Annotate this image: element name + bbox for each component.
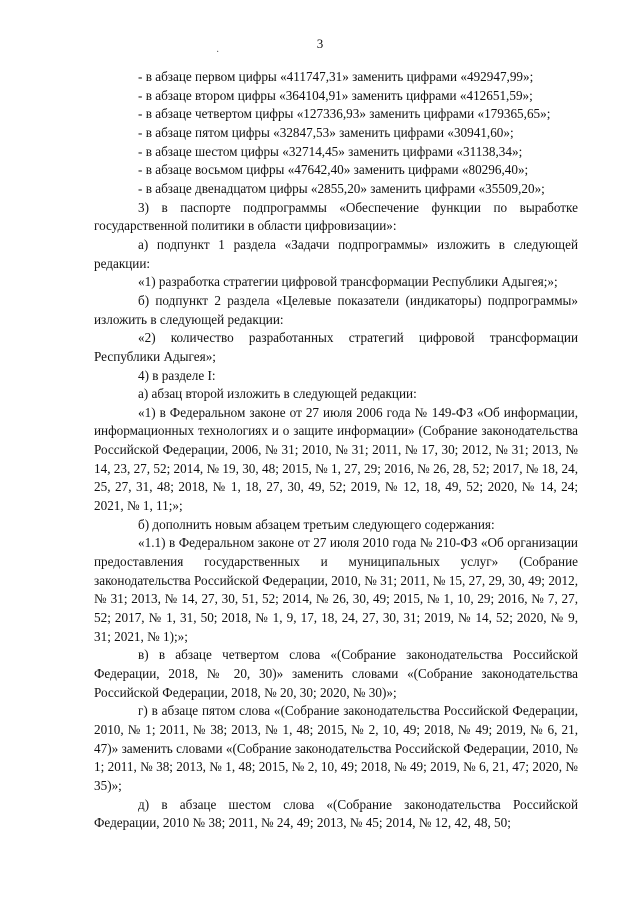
scan-speck: · (216, 47, 220, 58)
paragraph: «1) в Федеральном законе от 27 июля 2006 года № 149-ФЗ «Об информации, информационных технологиях и о защите информации» (Собрание законодательства Российской Федерации, 2006, № 31; 2010, № 31; 2011, № 17, 30; 2012, № 31; 2013, № 14, 23, 27, 52; 2014, № 19, 30, 48; 2015, № 1, 27, 29; 2016, № 26, 28, 52; 2017, № 18, 24, 25, 27, 31, 48; 2018, № 1, 18, 27, 30, 49, 52; 2019, № 12, 18, 49, 52; 2020, № 14, 24; 2021, № 1, 11;»; (94, 404, 578, 514)
paragraph: «1) разработка стратегии цифровой трансформации Республики Адыгея;»; (138, 274, 558, 290)
paragraph: д) в абзаце шестом слова «(Собрание законодательства Российской Федерации, 2010 № 38; 2011, № 24, 49; 2013, № 45; 2014, № 12, 42, 48, 50; (94, 796, 578, 831)
paragraph: - в абзаце четвертом цифры «127336,93» заменить цифрами «179365,65»; (138, 106, 551, 122)
paragraph: 3) в паспорте подпрограммы «Обеспечение функции по выработке государственной политики в области цифровизации»: (94, 199, 578, 234)
paragraph: б) подпункт 2 раздела «Целевые показатели (индикаторы) подпрограммы» изложить в следующей редакции: (94, 292, 578, 327)
paragraph: - в абзаце первом цифры «411747,31» заменить цифрами «492947,99»; (138, 69, 534, 84)
paragraph: а) подпункт 1 раздела «Задачи подпрограммы» изложить в следующей редакции: (94, 236, 578, 271)
paragraph: - в абзаце пятом цифры «32847,53» заменить цифрами «30941,60»; (138, 124, 514, 140)
paragraph: б) дополнить новым абзацем третьим следующего содержания: (138, 516, 495, 532)
paragraph: - в абзаце втором цифры «364104,91» заменить цифрами «412651,59»; (138, 87, 533, 103)
paragraph: «2) количество разработанных стратегий цифровой трансформации Республики Адыгея»; (94, 330, 578, 364)
paragraph: г) в абзаце пятом слова «(Собрание законодательства Российской Федерации, 2010, № 1; 2011, № 38; 2013, № 1, 48; 2015, № 2, 10, 49; 2018, № 49; 2019, № 6, 21, 47)» заменить словами «(Собрание законодательства Российской Федерации, 2010, № 1; 2011, № 38; 2013, № 1, 48; 2015, № 2, 10, 49; 2018, № 49; 2019, № 6, 21, 47; 2020, № 35)»; (94, 703, 578, 793)
paragraph: - в абзаце двенадцатом цифры «2855,20» заменить цифрами «35509,20»; (138, 180, 545, 196)
paragraph: «1.1) в Федеральном законе от 27 июля 2010 года № 210-ФЗ «Об организации предоставления государственных и муниципальных услуг» (Собрание законодательства Российской Федерации, 2010, № 31; 2011, № 15, 27, 29, 30, 49; 2012, № 31; 2013, № 14, 27, 30, 51, 52; 2014, № 26, 30, 49; 2015, № 1, 10, 29; 2016, № 7, 27, 52; 2017, № 1, 31, 50; 2018, № 1, 9, 17, 18, 24, 27, 30, 31; 2019, № 14, 52; 2020, № 9, 31; 2021, № 1);»; (94, 535, 578, 644)
document-body (94, 68, 578, 833)
paragraph: а) абзац второй изложить в следующей редакции: (138, 386, 417, 402)
paragraph: - в абзаце шестом цифры «32714,45» заменить цифрами «31138,34»; (138, 143, 523, 159)
page-number: 3 (316, 36, 324, 51)
paragraph: 4) в разделе I: (138, 367, 216, 383)
paragraph: - в абзаце восьмом цифры «47642,40» заменить цифрами «80296,40»; (138, 162, 529, 178)
paragraph: в) в абзаце четвертом слова «(Собрание законодательства Российской Федерации, 2018, № 20, 30)» заменить словами «(Собрание законодательства Российской Федерации, 2018, № 20, 30; 2020, № 30)»; (94, 647, 578, 700)
